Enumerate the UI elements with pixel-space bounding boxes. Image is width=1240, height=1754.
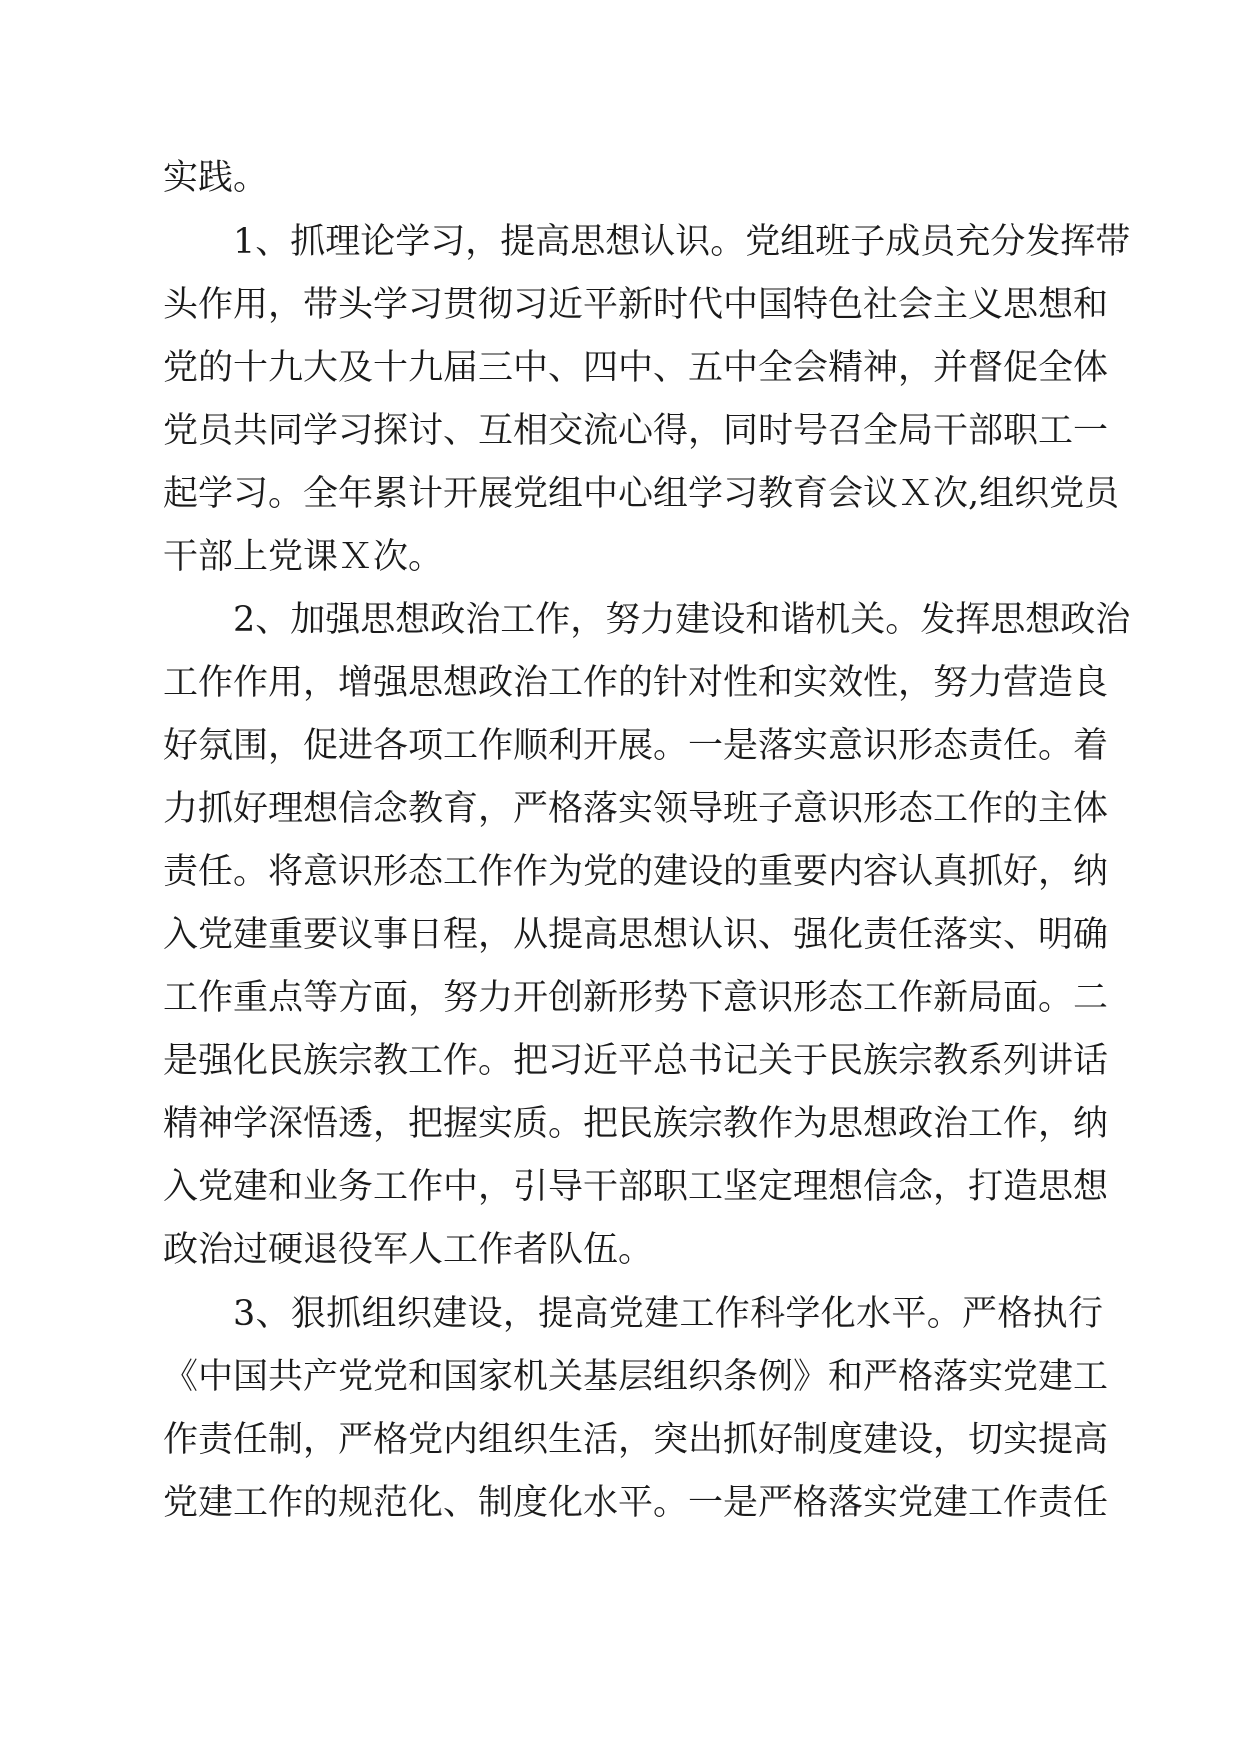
text-line: 党员共同学习探讨、互相交流心得，同时号召全局干部职工一 <box>163 411 1109 451</box>
paragraph-2-first-line: 2、加强思想政治工作，努力建设和谐机关。发挥思想政治 <box>233 600 1131 640</box>
paragraph-1-first-line: 1、抓理论学习，提高思想认识。党组班子成员充分发挥带 <box>233 222 1131 262</box>
text-line: 《中国共产党党和国家机关基层组织条例》和严格落实党建工 <box>163 1357 1109 1397</box>
text-line: 工作重点等方面，努力开创新形势下意识形态工作新局面。二 <box>163 978 1109 1018</box>
text-line: 政治过硬退役军人工作者队伍。 <box>163 1230 654 1270</box>
text-line: 力抓好理想信念教育，严格落实领导班子意识形态工作的主体 <box>163 789 1109 829</box>
text-line: 党建工作的规范化、制度化水平。一是严格落实党建工作责任 <box>163 1483 1109 1523</box>
text-line: 工作作用，增强思想政治工作的针对性和实效性，努力营造良 <box>163 663 1109 703</box>
paragraph-3-first-line: 3、狠抓组织建设，提高党建工作科学化水平。严格执行 <box>233 1294 1103 1334</box>
text-line: 党的十九大及十九届三中、四中、五中全会精神，并督促全体 <box>163 348 1109 388</box>
text-line: 精神学深悟透，把握实质。把民族宗教作为思想政治工作，纳 <box>163 1104 1109 1144</box>
text-line: 是强化民族宗教工作。把习近平总书记关于民族宗教系列讲话 <box>163 1041 1109 1081</box>
text-line: 入党建和业务工作中，引导干部职工坚定理想信念，打造思想 <box>163 1167 1109 1207</box>
text-line: 头作用，带头学习贯彻习近平新时代中国特色社会主义思想和 <box>163 285 1109 325</box>
text-line: 好氛围，促进各项工作顺利开展。一是落实意识形态责任。着 <box>163 726 1109 766</box>
text-line: 干部上党课Ｘ次。 <box>163 537 444 577</box>
text-line: 起学习。全年累计开展党组中心组学习教育会议Ｘ次,组织党员 <box>163 474 1120 514</box>
text-line: 责任。将意识形态工作作为党的建设的重要内容认真抓好，纳 <box>163 852 1109 892</box>
text-line: 实践。 <box>163 158 269 198</box>
text-line: 入党建重要议事日程，从提高思想认识、强化责任落实、明确 <box>163 915 1109 955</box>
text-line: 作责任制，严格党内组织生活，突出抓好制度建设，切实提高 <box>163 1420 1109 1460</box>
